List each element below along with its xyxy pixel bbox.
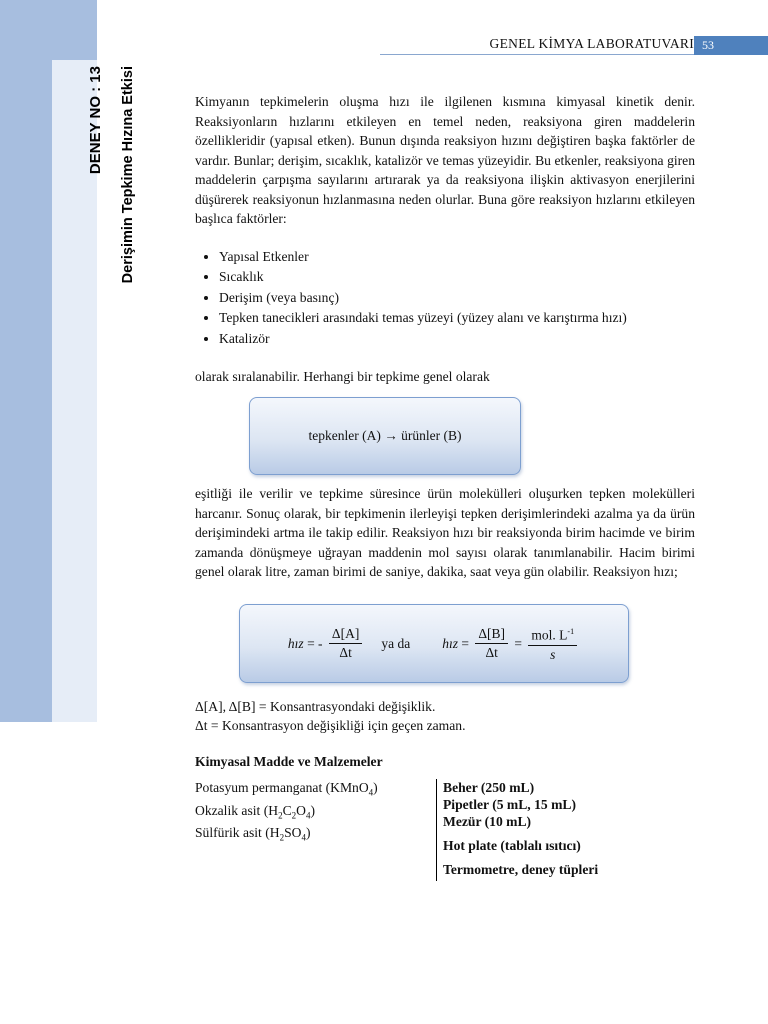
equipment-item: Pipetler (5 mL, 15 mL) (443, 797, 577, 812)
rate-formula-box (239, 604, 629, 683)
definitions (195, 697, 465, 735)
middle-paragraph: eşitliği ile verilir ve tepkime süresince ürün molekülleri oluşurken tepken molekülleri harcanır. Sonuç olarak, bir tepkimenin ilerleyişi tepken derişimlerindeki azalma ya da ürün derişimindeki artma ile takip edilir. Reaksiyon hızı bir reaksiyonda birim hacimde ve birim zamanda dönüşmeye uğrayan maddenin mol sayısı olarak tanımlanabilir. Hacim birimi genel olarak litre, zaman birimi de saniye, dakika, saat veya gün olabilir. Reaksiyon hızı; (195, 486, 695, 579)
rate-symbol-2: hız (442, 635, 458, 651)
equipment-item: Termometre, deney tüpleri (443, 862, 599, 877)
numerator-b: Δ[B] (475, 625, 508, 644)
unit-denominator: s (550, 646, 556, 662)
side-band (0, 0, 52, 722)
factor-list (195, 247, 695, 350)
equipment-item: Mezür (10 mL) (443, 814, 532, 829)
list-item: • Tepken tanecikleri arasındaki temas yüzeyi (yüzey alanı ve karıştırma hızı) (219, 308, 695, 329)
chemical-item: Sülfürik asit $(H_2SO_4)$ (195, 825, 311, 844)
chemical-item: Potasyum permanganat (KMnO$_4$) (195, 780, 378, 798)
after-list-text: olarak sıralanabilir. Herhangi bir tepkime genel olarak (195, 369, 490, 384)
rate-formula (288, 623, 580, 664)
list-item: • Sıcaklık (219, 267, 695, 288)
denominator-a: Δt (339, 645, 352, 660)
fraction-b (475, 625, 508, 662)
equipment-item: Hot plate (tablalı ısıtıcı) (443, 838, 581, 853)
side-band-top (52, 0, 97, 60)
intro-paragraph: Kimyanın tepkimelerin oluşma hızı ile ilgilenen kısmına kimyasal kinetik denir. Reaksiyonların hızlarını etkileyen en temel neden, reaksiyona giren maddelerin özellikleridir (yapısal etken). Bunun dışında reaksiyon hızını değiştiren başka faktörler de vardır. Bunlar; derişim, sıcaklık, katalizör ve temas yüzeyidir. Bu etkenler, reaksiyona giren maddelerin çarpışma sayılarını artırarak ya da reaksiyona ilişkin aktivasyon enerjilerini düşürerek reaksiyonun hızlanmasına neden olurlar. Buna göre reaksiyon hızlarını etkileyen başlıca faktörler: (195, 94, 695, 226)
list-item: • Katalizör (219, 329, 695, 350)
denominator-b: Δt (485, 645, 498, 660)
experiment-title: Derişimin Tepkime Hızına Etkisi (120, 66, 136, 284)
experiment-number: DENEY NO : 13 (87, 66, 104, 175)
main-content (195, 92, 695, 387)
equipment-list (436, 779, 598, 881)
chemical-item: Okzalik asit $(H_2C_2O_4)$ (195, 802, 315, 821)
unit-numerator: mol. $L^{-1}$ (528, 623, 577, 646)
reaction-equation: tepkenler (A) → ürünler (B) (308, 428, 462, 443)
page-number: 53 (694, 36, 768, 55)
page-header (380, 36, 768, 56)
equals-minus: = - (303, 635, 326, 651)
unit-fraction (528, 623, 577, 664)
fraction-a (329, 625, 362, 662)
numerator-a: Δ[A] (329, 625, 362, 644)
equipment-item: Beher (250 mL) (443, 780, 535, 795)
equals-2: = (511, 635, 526, 651)
chemicals-list (195, 779, 378, 847)
list-item: • Derişim (veya basınç) (219, 288, 695, 309)
middle-content (195, 484, 695, 582)
equals: = (457, 635, 473, 651)
definition-time: Δt = Konsantrasyon değişikliği için geçen zaman. (195, 718, 466, 733)
header-title: GENEL KİMYA LABORATUVARI (489, 36, 694, 51)
reaction-equation-box (249, 397, 521, 475)
materials-title: Kimyasal Madde ve Malzemeler (195, 754, 383, 769)
list-item: • Yapısal Etkenler (219, 247, 695, 268)
or-text: ya da (381, 635, 411, 651)
rate-symbol-1: hız (287, 635, 304, 651)
definition-concentration: Δ[A], Δ[B] = Konsantrasyondaki değişiklik. (195, 699, 436, 714)
